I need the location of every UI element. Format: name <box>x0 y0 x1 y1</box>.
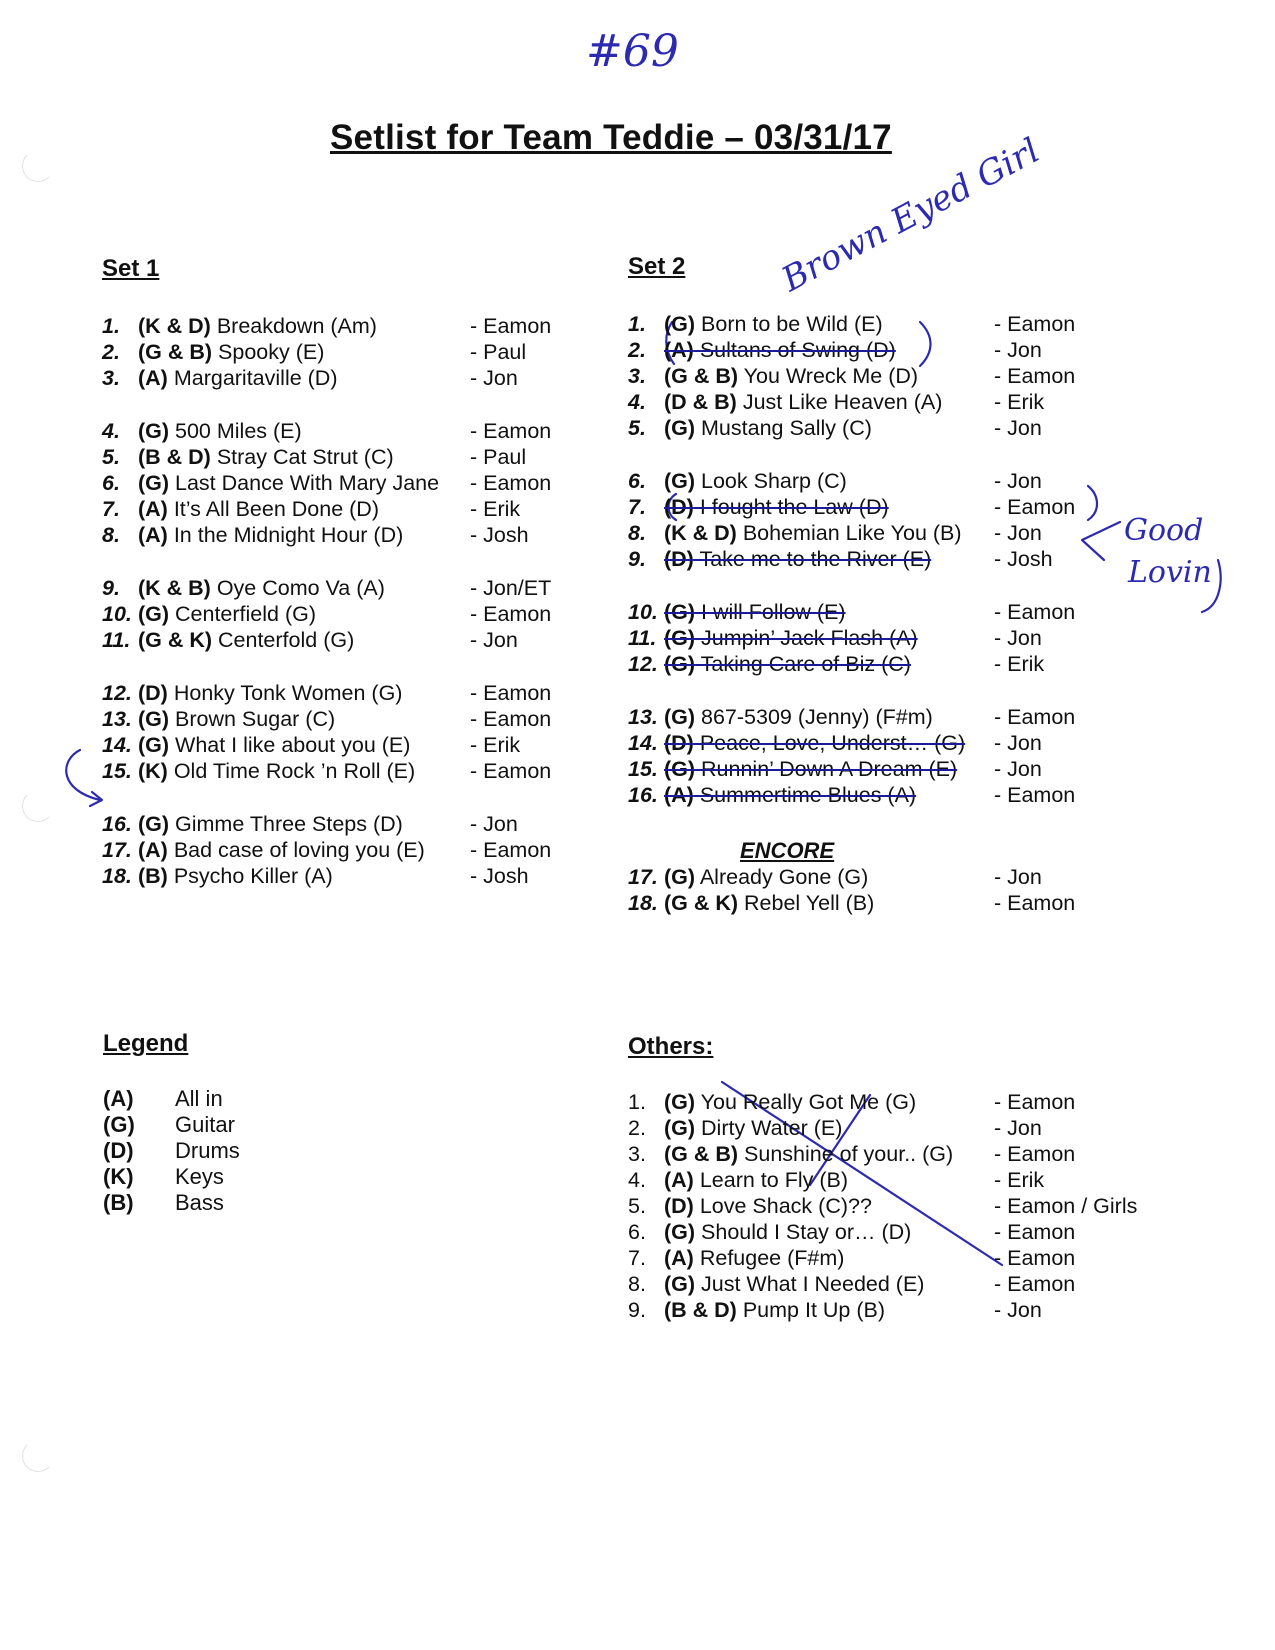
song-number: 3. <box>628 364 646 388</box>
performer: - Jon <box>994 731 1042 755</box>
song-number: 14. <box>628 731 658 755</box>
performer: - Jon <box>470 812 518 836</box>
song-number: 8. <box>102 523 120 547</box>
instrument-code: (D) <box>664 547 694 571</box>
song-title <box>138 627 354 653</box>
instrument-code: (D) <box>664 731 694 755</box>
handwritten-side-note-1: Good <box>1124 513 1204 548</box>
song-number: 11. <box>102 628 131 652</box>
song-number: 13. <box>102 707 132 731</box>
performer: - Eamon <box>994 891 1076 915</box>
song-title <box>138 444 394 470</box>
song-name: Dirty Water (E) <box>695 1116 843 1140</box>
song-title <box>664 782 916 808</box>
song-title <box>664 311 883 337</box>
song-name: Stray Cat Strut (C) <box>210 445 394 469</box>
song-title <box>664 599 846 625</box>
song-number: 15. <box>102 759 132 783</box>
performer: - Erik <box>470 733 521 757</box>
song-title <box>138 313 377 339</box>
song-title <box>664 1271 924 1297</box>
instrument-code: (B & D) <box>664 1298 737 1322</box>
song-title <box>664 730 965 756</box>
song-name: Already Gone (G) <box>695 865 869 889</box>
instrument-code: (A) <box>664 338 694 362</box>
song-name: Honky Tonk Women (G) <box>167 681 403 705</box>
song-title <box>138 496 379 522</box>
song-title <box>138 811 403 837</box>
others-heading: Others: <box>628 1033 714 1060</box>
song-title <box>138 732 410 758</box>
instrument-code: (G) <box>664 600 696 624</box>
song-name: Jumpin’ Jack Flash (A) <box>695 626 918 650</box>
instrument-code: (A) <box>664 1246 694 1270</box>
song-name: I fought the Law (D) <box>693 495 889 519</box>
instrument-code: (G & B) <box>664 1142 739 1166</box>
song-number: 17. <box>628 865 658 889</box>
instrument-code: (D) <box>664 1194 694 1218</box>
instrument-code: (K) <box>138 759 168 783</box>
instrument-code: (G & B) <box>138 340 213 364</box>
instrument-code: (G) <box>664 652 696 676</box>
legend-code: (A) <box>103 1086 134 1111</box>
performer: - Jon <box>994 469 1042 493</box>
performer: - Eamon <box>994 495 1076 519</box>
instrument-code: (A) <box>664 1168 694 1192</box>
song-title <box>664 625 918 651</box>
performer: - Josh <box>994 547 1053 571</box>
performer: - Eamon <box>470 419 552 443</box>
instrument-code: (A) <box>138 838 168 862</box>
song-title <box>664 363 918 389</box>
performer: - Paul <box>470 445 527 469</box>
song-title <box>664 1219 911 1245</box>
song-number: 5. <box>628 1194 646 1218</box>
encore-heading: ENCORE <box>740 838 835 863</box>
song-number: 11. <box>628 626 657 650</box>
song-number: 9. <box>102 576 120 600</box>
instrument-code: (B) <box>138 864 168 888</box>
song-name: Gimme Three Steps (D) <box>169 812 403 836</box>
song-number: 10. <box>102 602 132 626</box>
instrument-code: (G) <box>664 1272 696 1296</box>
song-name: Bad case of loving you (E) <box>167 838 425 862</box>
song-title <box>664 389 942 415</box>
performer: - Eamon <box>994 1090 1076 1114</box>
song-title <box>138 706 335 732</box>
song-title <box>664 651 911 677</box>
song-name: It’s All Been Done (D) <box>167 497 379 521</box>
song-number: 1. <box>102 314 120 338</box>
instrument-code: (G) <box>664 1090 696 1114</box>
song-number: 4. <box>628 1168 646 1192</box>
song-name: Brown Sugar (C) <box>169 707 336 731</box>
song-title <box>664 1115 842 1141</box>
song-number: 9. <box>628 1298 646 1322</box>
instrument-code: (D & B) <box>664 390 737 414</box>
legend-label: Keys <box>175 1164 224 1189</box>
legend-code: (K) <box>103 1164 134 1189</box>
song-name: Pump It Up (B) <box>736 1298 886 1322</box>
instrument-code: (D) <box>138 681 168 705</box>
song-title <box>664 415 872 441</box>
performer: - Eamon <box>470 471 552 495</box>
instrument-code: (G) <box>664 1116 696 1140</box>
legend-label: Guitar <box>175 1112 235 1137</box>
song-number: 7. <box>102 497 120 521</box>
instrument-code: (D) <box>664 495 694 519</box>
instrument-code: (K & D) <box>138 314 211 338</box>
performer: - Eamon <box>994 364 1076 388</box>
song-title <box>664 546 931 572</box>
song-name: Sultans of Swing (D) <box>693 338 896 362</box>
song-title <box>664 494 889 520</box>
handwritten-set2-note: Brown Eyed Girl <box>775 130 1047 300</box>
song-number: 16. <box>628 783 658 807</box>
song-title <box>664 1089 916 1115</box>
song-number: 12. <box>628 652 658 676</box>
song-name: Should I Stay or… (D) <box>695 1220 912 1244</box>
performer: - Eamon <box>994 1220 1076 1244</box>
instrument-code: (G) <box>664 416 696 440</box>
performer: - Erik <box>994 1168 1045 1192</box>
performer: - Eamon <box>470 681 552 705</box>
song-title <box>138 863 333 889</box>
performer: - Eamon <box>994 600 1076 624</box>
song-name: Psycho Killer (A) <box>167 864 333 888</box>
song-number: 2. <box>102 340 120 364</box>
song-title <box>138 418 302 444</box>
performer: - Erik <box>470 497 521 521</box>
song-number: 2. <box>628 338 646 362</box>
song-name: Mustang Sally (C) <box>695 416 872 440</box>
legend-heading: Legend <box>103 1030 189 1057</box>
instrument-code: (A) <box>138 366 168 390</box>
song-name: Born to be Wild (E) <box>695 312 883 336</box>
performer: - Eamon <box>994 1142 1076 1166</box>
instrument-code: (A) <box>664 783 694 807</box>
song-number: 1. <box>628 1090 646 1114</box>
song-number: 7. <box>628 495 646 519</box>
song-name: Centerfold (G) <box>212 628 355 652</box>
song-title <box>138 601 316 627</box>
instrument-code: (G) <box>138 733 170 757</box>
song-name: What I like about you (E) <box>169 733 411 757</box>
performer: - Eamon <box>994 783 1076 807</box>
performer: - Jon <box>994 338 1042 362</box>
song-number: 13. <box>628 705 658 729</box>
instrument-code: (G & K) <box>138 628 213 652</box>
song-title <box>664 1167 848 1193</box>
song-name: Sunshine of your.. (G) <box>738 1142 954 1166</box>
performer: - Jon/ET <box>470 576 552 600</box>
instrument-code: (G & B) <box>664 364 739 388</box>
performer: - Jon <box>994 416 1042 440</box>
performer: - Jon <box>994 1116 1042 1140</box>
song-title <box>664 704 933 730</box>
performer: - Eamon <box>994 1246 1076 1270</box>
song-name: Last Dance With Mary Jane <box>169 471 440 495</box>
song-title <box>138 758 415 784</box>
song-name: Spooky (E) <box>212 340 325 364</box>
song-title <box>664 1193 872 1219</box>
instrument-code: (G) <box>664 312 696 336</box>
song-title <box>664 1297 885 1323</box>
performer: - Jon <box>994 757 1042 781</box>
song-title <box>664 1141 953 1167</box>
performer: - Jon <box>470 628 518 652</box>
song-number: 3. <box>102 366 120 390</box>
instrument-code: (G) <box>664 1220 696 1244</box>
song-title <box>664 864 868 890</box>
instrument-code: (G) <box>664 757 696 781</box>
song-name: Just What I Needed (E) <box>695 1272 925 1296</box>
song-number: 6. <box>628 1220 646 1244</box>
instrument-code: (A) <box>138 523 168 547</box>
performer: - Eamon <box>470 314 552 338</box>
song-name: Love Shack (C)?? <box>693 1194 872 1218</box>
performer: - Eamon <box>470 602 552 626</box>
song-name: Centerfield (G) <box>169 602 317 626</box>
song-name: Just Like Heaven (A) <box>736 390 943 414</box>
performer: - Eamon <box>470 759 552 783</box>
song-number: 5. <box>628 416 646 440</box>
song-name: Oye Como Va (A) <box>210 576 385 600</box>
song-name: Breakdown (Am) <box>210 314 377 338</box>
legend-label: Bass <box>175 1190 224 1215</box>
performer: - Eamon <box>994 312 1076 336</box>
song-title <box>664 337 896 363</box>
performer: - Jon <box>994 1298 1042 1322</box>
legend-label: Drums <box>175 1138 240 1163</box>
song-number: 6. <box>628 469 646 493</box>
performer: - Eamon <box>994 705 1076 729</box>
song-title <box>664 520 962 546</box>
song-number: 16. <box>102 812 132 836</box>
song-title <box>138 680 402 706</box>
legend-code: (G) <box>103 1112 135 1137</box>
song-name: Bohemian Like You (B) <box>736 521 962 545</box>
song-title <box>664 1245 844 1271</box>
performer: - Josh <box>470 864 529 888</box>
song-name: Rebel Yell (B) <box>738 891 875 915</box>
song-title <box>138 575 385 601</box>
song-name: Refugee (F#m) <box>693 1246 845 1270</box>
song-number: 18. <box>628 891 658 915</box>
performer: - Erik <box>994 390 1045 414</box>
instrument-code: (G) <box>664 705 696 729</box>
song-name: Summertime Blues (A) <box>693 783 917 807</box>
legend-code: (D) <box>103 1138 134 1163</box>
song-number: 6. <box>102 471 120 495</box>
instrument-code: (G) <box>138 602 170 626</box>
song-number: 5. <box>102 445 120 469</box>
legend-code: (B) <box>103 1190 134 1215</box>
instrument-code: (K & B) <box>138 576 211 600</box>
song-name: Look Sharp (C) <box>695 469 847 493</box>
song-name: You Really Got Me (G) <box>695 1090 917 1114</box>
song-number: 15. <box>628 757 658 781</box>
performer: - Erik <box>994 652 1045 676</box>
song-title <box>138 365 338 391</box>
song-name: Old Time Rock ’n Roll (E) <box>167 759 416 783</box>
instrument-code: (B & D) <box>138 445 211 469</box>
song-title <box>664 756 957 782</box>
instrument-code: (A) <box>138 497 168 521</box>
legend-label: All in <box>175 1086 223 1111</box>
song-number: 1. <box>628 312 646 336</box>
song-number: 10. <box>628 600 658 624</box>
instrument-code: (G) <box>138 471 170 495</box>
song-name: Taking Care of Biz (C) <box>695 652 911 676</box>
song-name: I will Follow (E) <box>695 600 846 624</box>
song-number: 18. <box>102 864 132 888</box>
song-name: In the Midnight Hour (D) <box>167 523 404 547</box>
instrument-code: (G) <box>664 626 696 650</box>
song-name: Runnin’ Down A Dream (E) <box>695 757 958 781</box>
song-number: 2. <box>628 1116 646 1140</box>
song-number: 7. <box>628 1246 646 1270</box>
instrument-code: (K & D) <box>664 521 737 545</box>
song-number: 8. <box>628 521 646 545</box>
instrument-code: (G) <box>138 419 170 443</box>
instrument-code: (G & K) <box>664 891 739 915</box>
performer: - Jon <box>994 521 1042 545</box>
song-number: 14. <box>102 733 132 757</box>
set1-heading: Set 1 <box>102 255 160 282</box>
song-name: Take me to the River (E) <box>693 547 932 571</box>
handwritten-number: #69 <box>586 26 679 77</box>
song-number: 4. <box>628 390 646 414</box>
performer: - Eamon <box>470 838 552 862</box>
instrument-code: (G) <box>664 865 696 889</box>
song-name: Margaritaville (D) <box>167 366 338 390</box>
instrument-code: (G) <box>138 812 170 836</box>
song-name: You Wreck Me (D) <box>738 364 919 388</box>
performer: - Eamon / Girls <box>994 1194 1138 1218</box>
performer: - Jon <box>994 626 1042 650</box>
performer: - Paul <box>470 340 527 364</box>
song-title <box>664 890 874 916</box>
song-title <box>138 522 403 548</box>
handwritten-side-note-2: Lovin <box>1128 555 1212 590</box>
set2-heading: Set 2 <box>628 253 686 280</box>
song-name: Learn to Fly (B) <box>693 1168 848 1192</box>
performer: - Josh <box>470 523 529 547</box>
song-name: 500 Miles (E) <box>169 419 302 443</box>
song-name: Peace, Love, Underst… (G) <box>693 731 966 755</box>
song-number: 9. <box>628 547 646 571</box>
song-number: 4. <box>102 419 120 443</box>
performer: - Eamon <box>470 707 552 731</box>
instrument-code: (G) <box>138 707 170 731</box>
song-name: 867-5309 (Jenny) (F#m) <box>695 705 933 729</box>
song-title <box>138 339 324 365</box>
song-number: 3. <box>628 1142 646 1166</box>
performer: - Jon <box>470 366 518 390</box>
song-title <box>664 468 847 494</box>
page-title: Setlist for Team Teddie – 03/31/17 <box>330 118 892 157</box>
performer: - Eamon <box>994 1272 1076 1296</box>
instrument-code: (G) <box>664 469 696 493</box>
song-number: 8. <box>628 1272 646 1296</box>
performer: - Jon <box>994 865 1042 889</box>
song-number: 17. <box>102 838 132 862</box>
song-title <box>138 470 439 496</box>
song-title <box>138 837 425 863</box>
song-number: 12. <box>102 681 132 705</box>
